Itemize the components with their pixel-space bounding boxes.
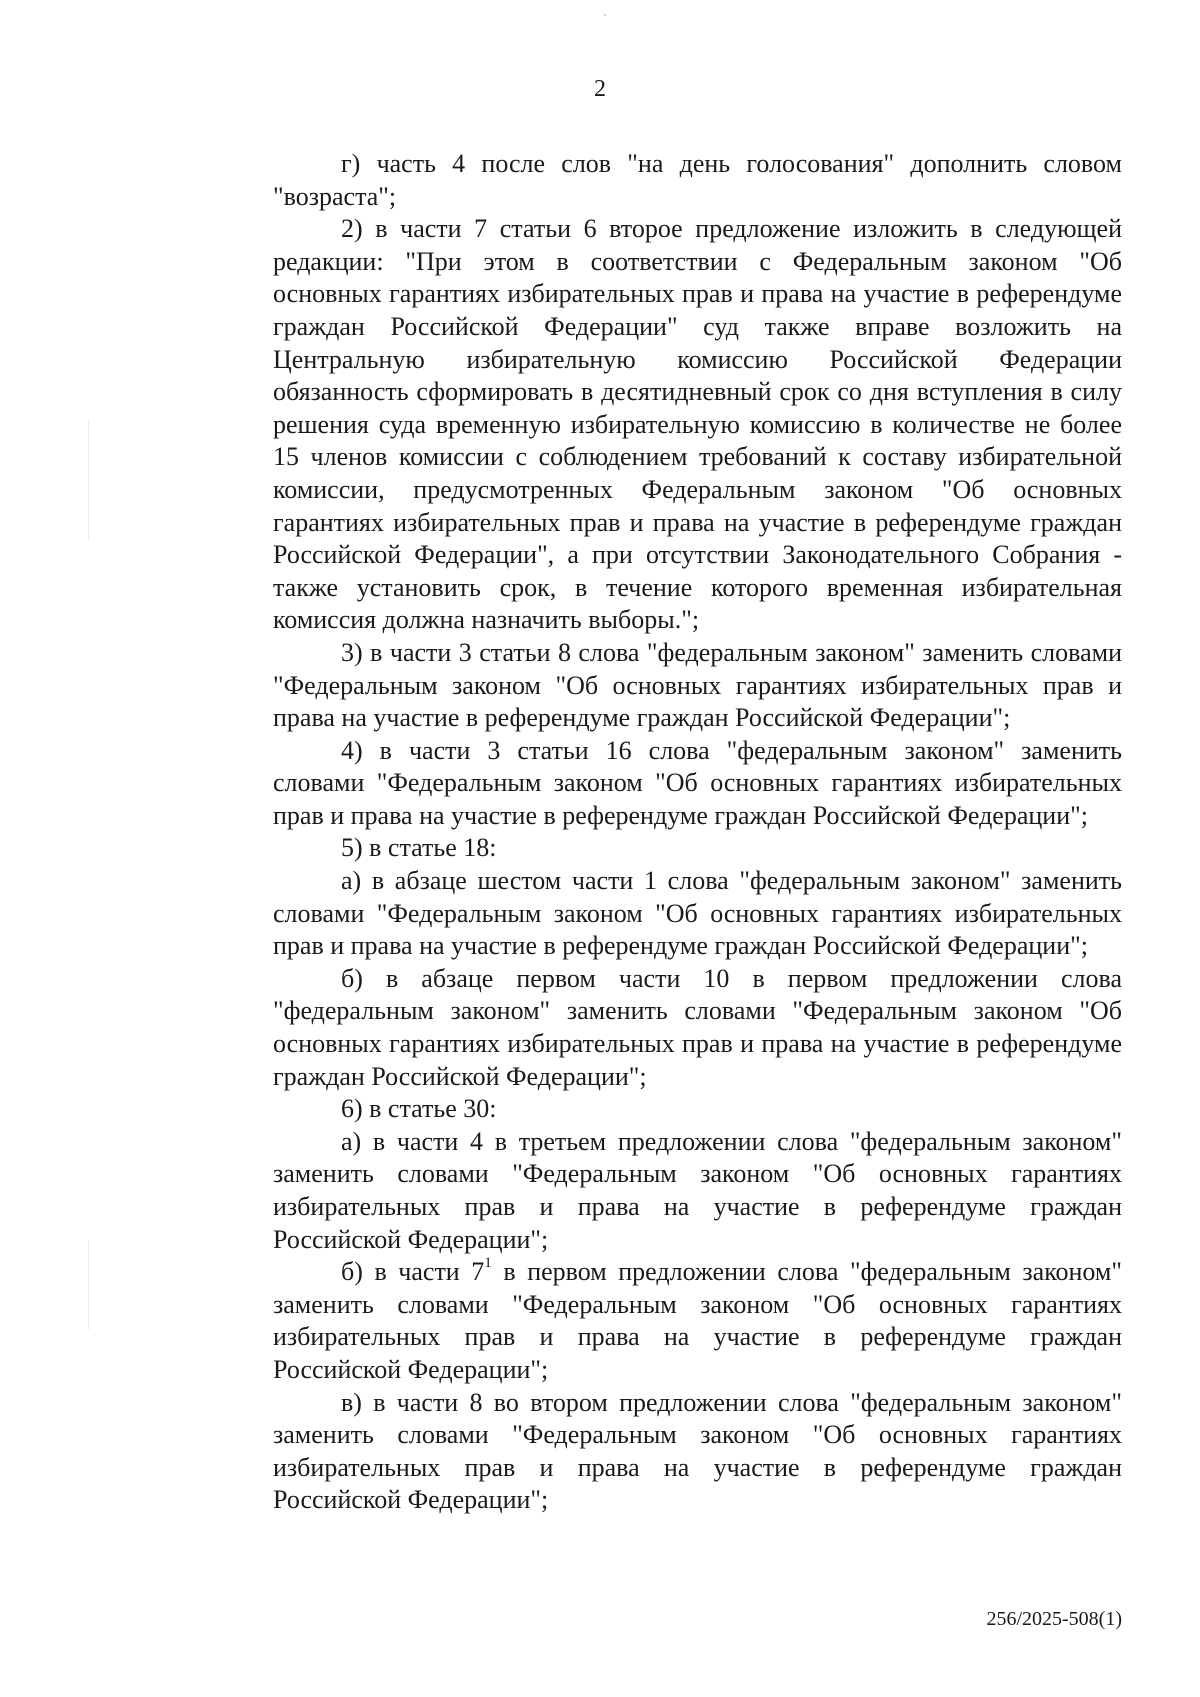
text-line: словами "Федеральным законом "Об основных гарантиях избирательных [273,898,1122,928]
scan-artifact-edge [88,420,89,540]
text-line: 6) в статье 30: [341,1094,497,1124]
text-line: Российской Федерации"; [273,1485,549,1515]
text-fragment: в первом предложении слова "федеральным законом" [491,1257,1122,1287]
text-line: "Федеральным законом "Об основных гарантиях избирательных прав и [273,670,1122,700]
text-line: 4) в части 3 статьи 16 слова "федеральным законом" заменить [341,735,1122,765]
text-line: граждан Российской Федерации"; [273,1061,647,1091]
paragraph-item-5b [205,963,1122,1093]
paragraph-item-3 [205,637,1122,735]
text-line: заменить словами "Федеральным законом "Об основных гарантиях [273,1159,1122,1189]
text-line: г) часть 4 после слов "на день голосования" дополнить словом [341,149,1122,178]
text-line: избирательных прав и права на участие в референдуме граждан [273,1322,1122,1352]
text-line: комиссия должна назначить выборы."; [273,605,700,635]
document-registration-code: 256/2025-508(1) [986,1608,1122,1630]
text-line: 3) в части 3 статьи 8 слова "федеральным законом" заменить словами [341,637,1122,667]
text-line: 15 членов комиссии с соблюдением требований к составу избирательной [273,442,1122,472]
text-line: в) в части 8 во втором предложении слова "федеральным законом" [341,1387,1122,1417]
text-line: комиссии, предусмотренных Федеральным законом "Об основных [273,474,1122,504]
text-line: права на участие в референдуме граждан Российской Федерации"; [273,703,1011,733]
text-line: обязанность сформировать в десятидневный срок со дня вступления в силу [273,377,1122,407]
text-line: словами "Федеральным законом "Об основных гарантиях избирательных [273,768,1122,798]
paragraph-item-5a [205,865,1122,963]
text-line: заменить словами "Федеральным законом "Об основных гарантиях [273,1420,1122,1450]
text-line: Российской Федерации", а при отсутствии Законодательного Собрания - [273,540,1122,570]
paragraph-item-6b [205,1256,1122,1386]
text-line: 2) в части 7 статьи 6 второе предложение изложить в следующей [341,214,1122,244]
text-line: редакции: "При этом в соответствии с Федеральным законом "Об [273,246,1122,276]
paragraph-item-4 [205,735,1122,833]
text-line: Центральную избирательную комиссию Российской Федерации [273,344,1122,374]
text-line: Российской Федерации"; [273,1354,549,1384]
paragraph-item-6v [205,1387,1122,1517]
paragraph-item-5 [205,832,1122,865]
text-line: граждан Российской Федерации" суд также вправе возложить на [273,311,1122,341]
paragraph-item-2 [205,213,1122,637]
text-line: 5) в статье 18: [341,833,497,863]
text-line: избирательных прав и права на участие в референдуме граждан [273,1452,1122,1482]
text-line: прав и права на участие в референдуме граждан Российской Федерации"; [273,800,1088,830]
text-line: основных гарантиях избирательных прав и права на участие в референдуме [273,279,1122,309]
text-line: а) в части 4 в третьем предложении слова "федеральным законом" [341,1126,1122,1156]
scan-artifact-dot [604,14,606,16]
text-fragment: б) в части 7 [341,1257,485,1287]
text-line: Российской Федерации"; [273,1224,549,1254]
text-line: также установить срок, в течение которого временная избирательная [273,572,1122,602]
text-line: прав и права на участие в референдуме граждан Российской Федерации"; [273,931,1088,961]
paragraph-g-part-4 [205,148,1122,213]
text-line: избирательных прав и права на участие в референдуме граждан [273,1192,1122,1221]
text-line [205,1256,1122,1289]
paragraph-item-6 [205,1093,1122,1126]
scan-artifact-edge [88,1240,89,1330]
text-line: заменить словами "Федеральным законом "Об основных гарантиях [273,1289,1122,1319]
text-line: "федеральным законом" заменить словами "Федеральным законом "Об [273,996,1122,1026]
document-body [205,148,1122,1517]
text-line: основных гарантиях избирательных прав и права на участие в референдуме [273,1029,1122,1059]
text-line: "возраста"; [273,181,397,211]
text-line: б) в абзаце первом части 10 в первом предложении слова [341,963,1122,993]
superscript-index: 1 [484,1254,492,1271]
text-line: гарантиях избирательных прав и права на участие в референдуме граждан [273,507,1122,537]
text-line: решения суда временную избирательную комиссию в количестве не более [273,409,1122,439]
text-line: а) в абзаце шестом части 1 слова "федеральным законом" заменить [341,866,1122,896]
page-number: 2 [594,76,606,102]
paragraph-item-6a [205,1126,1122,1256]
